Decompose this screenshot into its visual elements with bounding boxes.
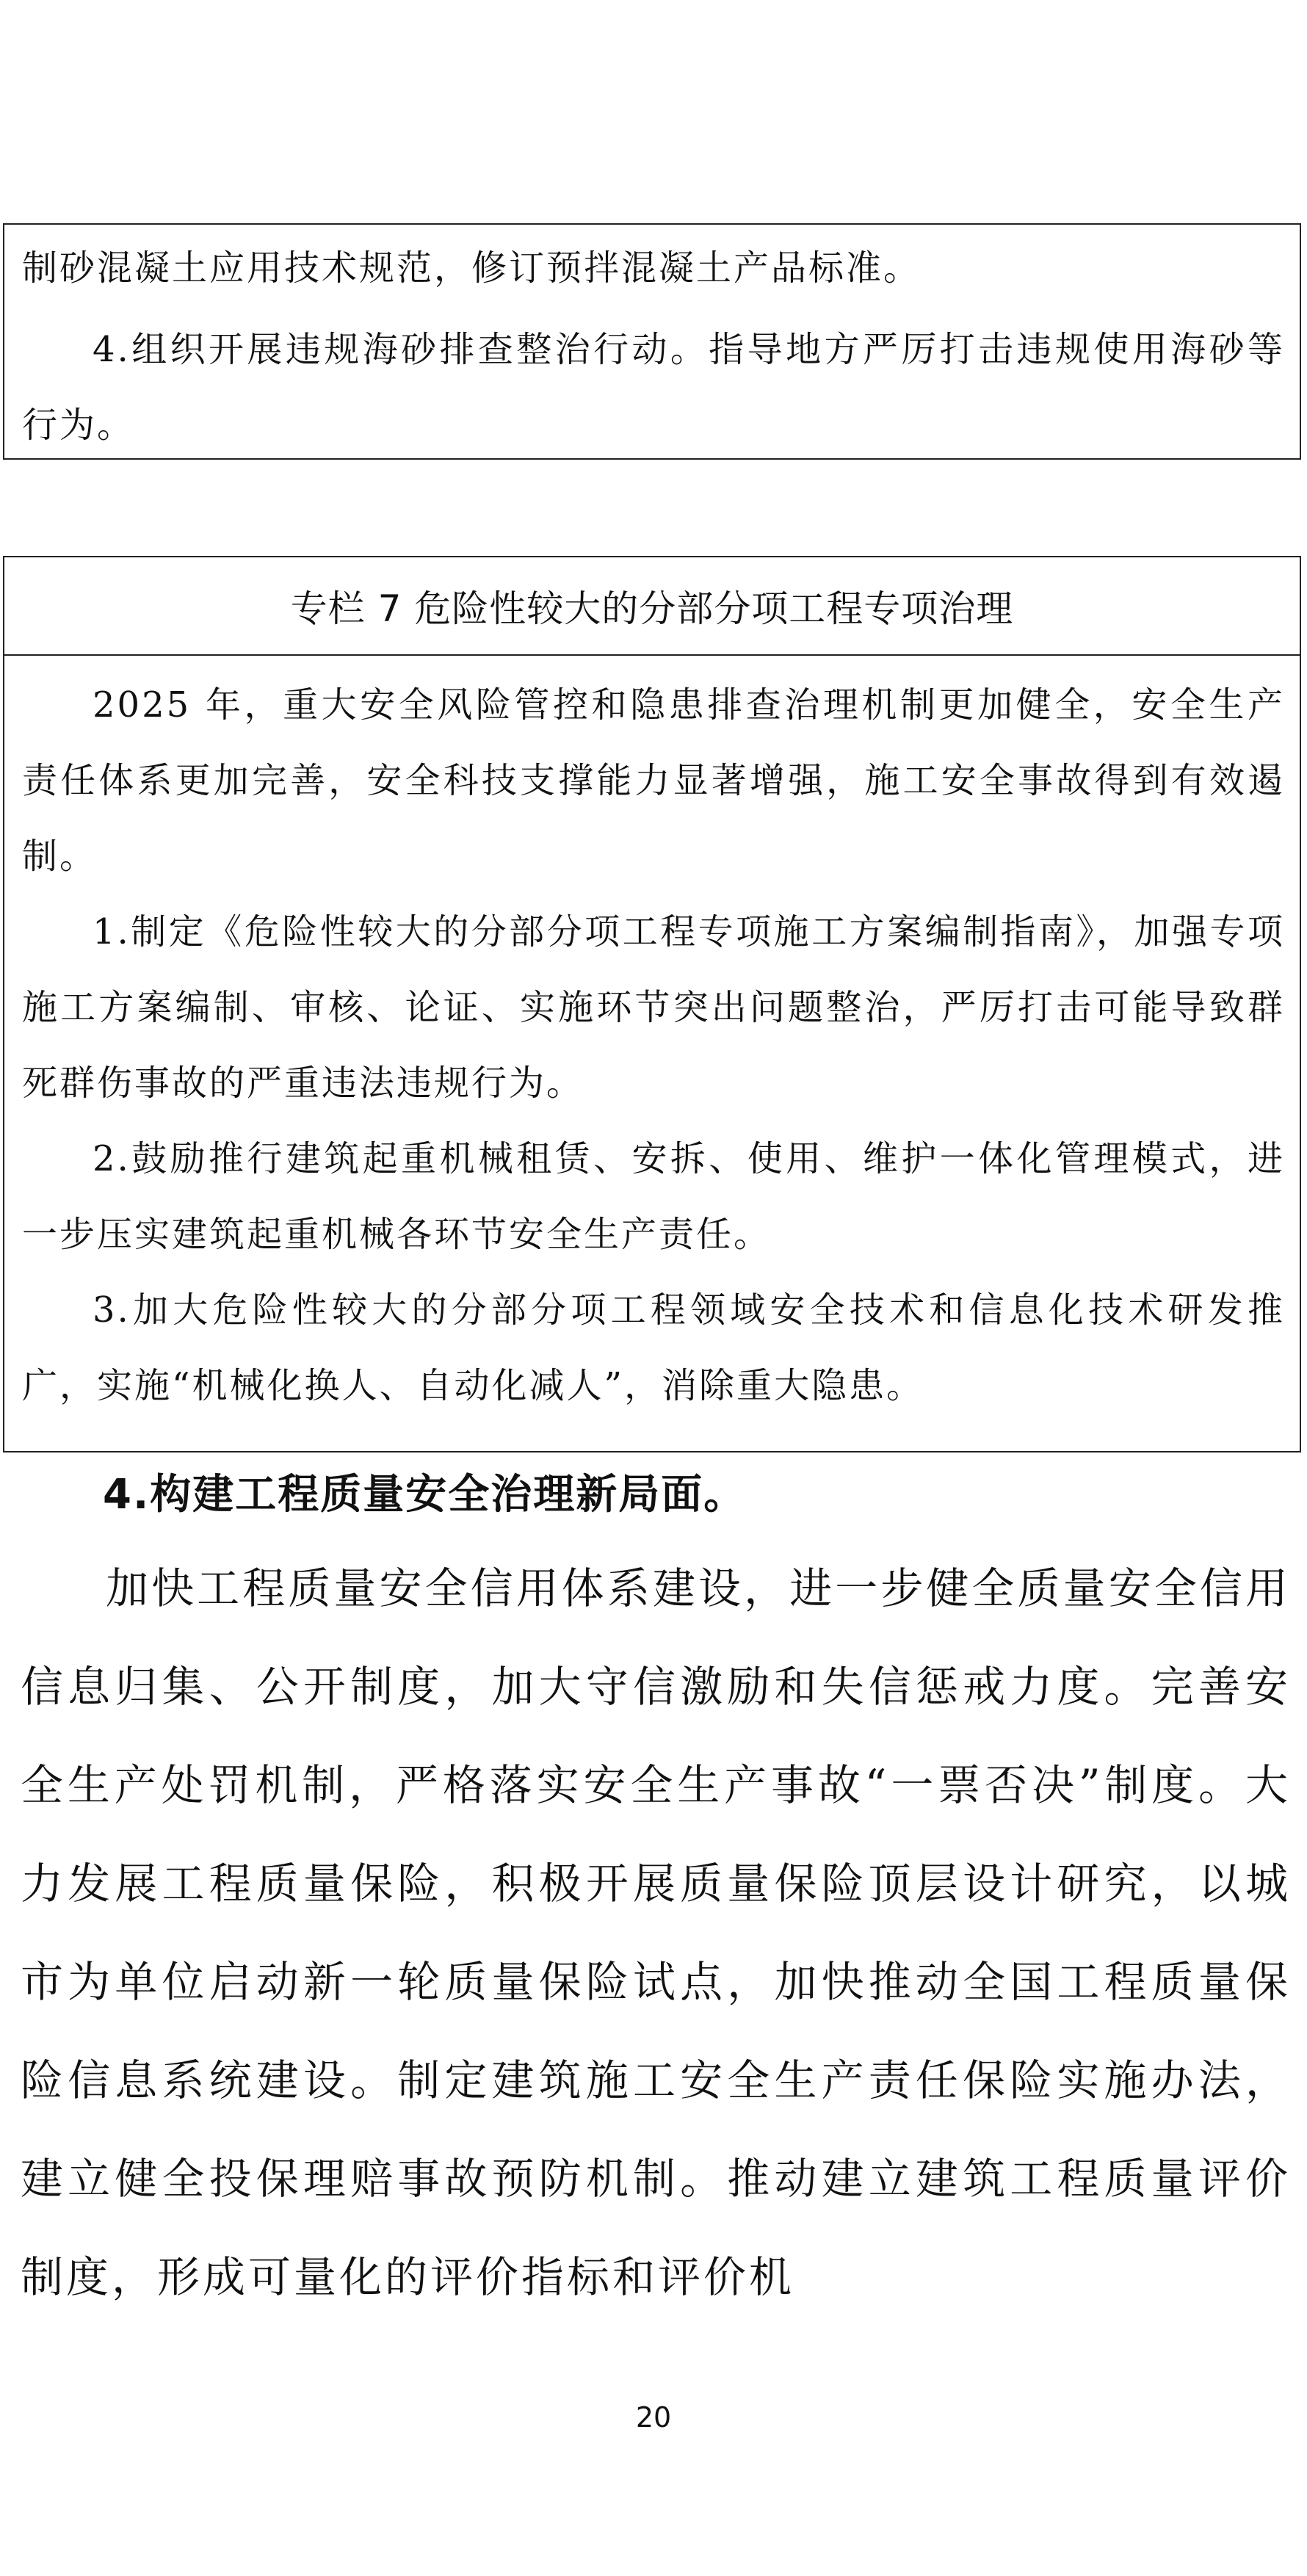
column-body bbox=[4, 656, 1300, 1424]
column-item-3: 3.加大危险性较大的分部分项工程领域安全技术和信息化技术研发推广，实施“机械化换人、自动化减人”，消除重大隐患。 bbox=[22, 1289, 1285, 1406]
previous-box-continuation bbox=[3, 223, 1301, 460]
column-title: 专栏 7 危险性较大的分部分项工程专项治理 bbox=[4, 557, 1300, 656]
column-goal-paragraph: 2025 年，重大安全风险管控和隐患排查治理机制更加健全，安全生产责任体系更加完善，安全科技支撑能力显著增强，施工安全事故得到有效遏制。 bbox=[22, 684, 1285, 877]
prev-box-line-1: 制砂混凝土应用技术规范，修订预拌混凝土产品标准。 bbox=[22, 247, 922, 289]
section-body-paragraph: 加快工程质量安全信用体系建设，进一步健全质量安全信用信息归集、公开制度，加大守信激励和失信惩戒力度。完善安全生产处罚机制，严格落实安全生产事故“一票否决”制度。大力发展工程质量保险，积极开展质量保险顶层设计研究，以城市为单位启动新一轮质量保险试点，加快推动全国工程质量保险信息系统建设。制定建筑施工安全生产责任保险实施办法，建立健全投保理赔事故预防机制。推动建立建筑工程质量评价制度，形成可量化的评价指标和评价机 bbox=[21, 1563, 1291, 2302]
section-heading: 4.构建工程质量安全治理新局面。 bbox=[103, 1471, 747, 1519]
column-box-7 bbox=[3, 556, 1301, 1452]
main-text bbox=[0, 1451, 1307, 2326]
prev-box-item-4: 4.组织开展违规海砂排查整治行动。指导地方严厉打击违规使用海砂等行为。 bbox=[22, 329, 1285, 446]
column-item-2: 2.鼓励推行建筑起重机械租赁、安拆、使用、维护一体化管理模式，进一步压实建筑起重机械各环节安全生产责任。 bbox=[22, 1138, 1285, 1255]
page-number: 20 bbox=[635, 2401, 672, 2434]
column-item-1: 1.制定《危险性较大的分部分项工程专项施工方案编制指南》，加强专项施工方案编制、审核、论证、实施环节突出问题整治，严厉打击可能导致群死群伤事故的严重违法违规行为。 bbox=[22, 911, 1285, 1104]
